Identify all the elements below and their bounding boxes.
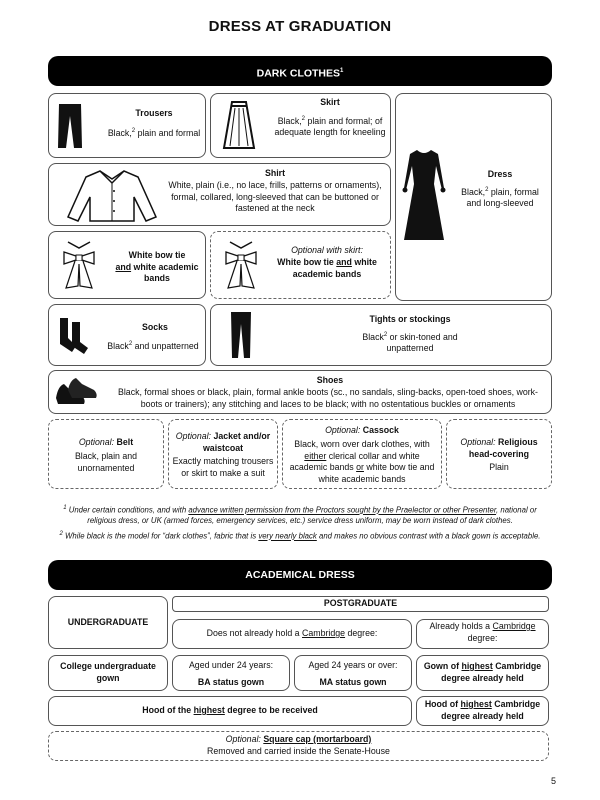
- gown-highest-text: Gown of highest Cambridge degree already held: [423, 661, 542, 683]
- shoes-icon: [54, 376, 100, 410]
- square-cap-title: Optional: Square cap (mortarboard): [225, 734, 372, 744]
- shirt-icon: [66, 167, 158, 223]
- skirt-icon: [222, 100, 256, 150]
- hood-highest-text: Hood of highest Cambridge degree already held: [424, 699, 541, 721]
- socks-title: Socks: [142, 322, 168, 332]
- under24-label: Aged under 24 years:: [188, 660, 274, 670]
- religious-title: Optional: Religious head-covering: [460, 437, 538, 459]
- page-title: DRESS AT GRADUATION: [208, 18, 392, 35]
- college-gown-text: College undergraduate gown: [60, 661, 156, 683]
- skirt-desc: Black,$^2$ plain and formal; of adequate length for kneeling: [274, 115, 386, 138]
- cassock-desc: Black, worn over dark clothes, with either clerical collar and white academic bands or white bow tie and white academic bands: [289, 439, 435, 484]
- footnote-2: $^2$ While black is the model for “dark clothes”, fabric that is very nearly black and makes no obvious contrast with a black gown is acceptable.: [59, 531, 541, 541]
- skirt-title: Skirt: [320, 97, 340, 107]
- socks-desc: Black$^2$ and unpatterned: [107, 340, 199, 351]
- bowtie-icon: [56, 240, 102, 290]
- belt-title: Optional: Belt: [78, 437, 134, 447]
- hood-received-text: Hood of the highest degree to be received: [142, 705, 318, 715]
- religious-desc: Plain: [489, 462, 509, 472]
- footnote-ref: 1: [340, 68, 344, 74]
- ba-status-gown: BA status gown: [197, 677, 265, 687]
- footnote-1: $^1$ Under certain conditions, and with advance written permission from the Proctors sought by the Praelector or other Presenter, national or religious dress, or UK (armed forces, emergency services, etc.) service dress uniform, may be worn instead of dark clothes.: [63, 505, 537, 525]
- belt-desc: Black, plain and unornamented: [74, 451, 138, 473]
- academical-dress-header: ACADEMICAL DRESS: [48, 560, 552, 590]
- dress-title: Dress: [487, 169, 513, 179]
- holds-cambridge-text: Already holds a Cambridge degree:: [429, 621, 536, 643]
- tights-desc: Black$^2$ or skin-toned and unpatterned: [362, 331, 458, 354]
- dress-desc: Black,$^2$ plain, formal and long-sleeved: [461, 186, 539, 209]
- page-number: 5: [550, 776, 556, 786]
- tights-title: Tights or stockings: [369, 314, 451, 324]
- undergraduate-label: UNDERGRADUATE: [67, 617, 149, 627]
- not-cambridge-text: Does not already hold a Cambridge degree:: [206, 628, 378, 638]
- shoes-desc: Black, formal shoes or black, plain, formal ankle boots (sc., no sandals, sling-backs, open-toed shoes, work-boots or trainers); any stitching and laces to be black; with no ostentatious buckles or ornaments: [117, 387, 538, 409]
- trousers-desc: Black,$^2$ plain and formal: [107, 127, 201, 138]
- ma-status-gown: MA status gown: [319, 677, 387, 687]
- bowtie-optional-label: Optional with skirt:: [291, 245, 363, 255]
- jacket-desc: Exactly matching trousers or skirt to make a suit: [172, 456, 274, 478]
- bowtie-optional-text: White bow tie and white academic bands: [277, 257, 377, 279]
- shirt-desc: White, plain (i.e., no lace, frills, patterns or ornaments), formal, collared, long-sleeved that can be buttoned or fastened at the neck: [168, 180, 382, 213]
- dress-icon: [398, 148, 450, 242]
- dark-clothes-header: [48, 56, 552, 86]
- square-cap-desc: Removed and carried inside the Senate-House: [207, 746, 390, 756]
- bowtie-text: White bow tie and white academic bands: [115, 250, 199, 283]
- shoes-title: Shoes: [316, 375, 344, 385]
- proctors-permission-link[interactable]: advance written permission from the Proctors sought by the Praelector or other Presenter: [188, 505, 497, 515]
- tights-icon: [228, 310, 254, 362]
- postgraduate-label: POSTGRADUATE: [323, 598, 398, 608]
- cassock-title: Optional: Cassock: [325, 425, 399, 435]
- shirt-title: Shirt: [264, 168, 286, 178]
- trousers-icon: [56, 102, 84, 150]
- jacket-title: Optional: Jacket and/or waistcoat: [175, 431, 271, 453]
- bowtie-icon: [218, 240, 264, 290]
- socks-icon: [56, 316, 90, 356]
- over24-label: Aged 24 years or over:: [308, 660, 398, 670]
- dark-clothes-label: DARK CLOTHES: [256, 67, 341, 80]
- trousers-title: Trousers: [135, 108, 173, 118]
